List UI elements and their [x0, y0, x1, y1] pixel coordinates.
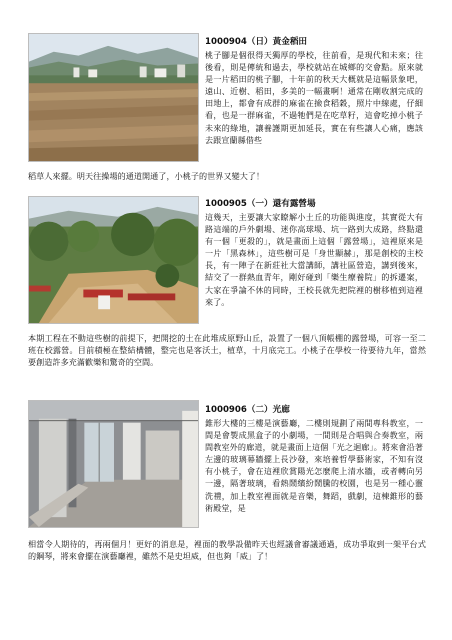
section-full-text: 稻草人來擺。明天往操場的通道開通了，小桃子的世界又變大了！: [28, 171, 265, 181]
section-title: 1000906（二）光廊: [205, 405, 290, 415]
rice-field-photo: [28, 33, 199, 162]
section-full-text: 相當令人期待的，再兩個月！更好的消息是，裡面的教學設備昨天也經議會審議通過，成功爭取到一架平台式的鋼琴，將來會擺在演藝廳裡，雖然不是史坦威，但也夠「威」了！: [28, 539, 426, 562]
section-title: 1000904（日）黃金稻田: [205, 37, 308, 47]
section-full-text: 本期工程在不動這些樹的前提下，把開挖的土在此堆成原野山丘，設置了一個八頂帳棚的露營場，可容一至二班在校露營。目前積極在整結構體，整完也是客沃土，植草，十月底完工。小桃子在學校一待要待九年，當然要創造許多充滿歡樂和驚奇的空間。: [28, 333, 426, 368]
section-title: 1000905（一）還有露營場: [205, 199, 316, 209]
section-side-text: 桃子腳是個很得天獨厚的學校，往前看，是現代和未來；往後看，則是傳統和過去，學校就站在城鄉的交會點。原來就是一片稻田的桃子腳，十年前的秋天大概就是這幅景象吧，遠山、近樹、稻田，多美的一幅畫啊！通常在剛收割完成的田地上，都會有成群的麻雀在撿食稻穀，照片中線處，仔細看，也是一群麻雀，不過牠們是在吃草籽，這會吃掉小桃子未來的綠地，讓養護期更加延長，實在有些讓人心痛，應該去跟宣蘭縣借些: [205, 50, 423, 145]
light-corridor-photo: [28, 400, 199, 528]
camp-site-photo: [28, 196, 199, 324]
section-side-text: 錐形大樓的三樓是演藝廳，二樓則規劃了兩間專科教室，一間是會製成黑盒子的小劇場，一間則是合唱與合奏教室，兩間教室外的廊道，就是畫面上這個「光之迴廊」。將來會沿著左邊的玻璃幕牆擺上長沙發，來培養哲學藝術家，不知有沒有小桃子，會在這裡欣賞陽光怎麼爬上清水牆，或者轉向另一邊，隔著玻璃，看熱鬧繽紛鬧騰的校園，也是另一種心靈洗禮，加上教室裡面就是音樂，舞蹈，戲劇，這棟錐形的藝術殿堂，是: [205, 418, 423, 513]
section-side-text: 這幾天，主要讓大家瞭解小土丘的功能與進度，其實從大有路這端的戶外劇場、迷你高球場、坑一路到大成路，終點還有一個「更殺的」，就是畫面上這個「露營場」，這裡原來是一片「黑森林」，這些樹可是「身世顯赫」，那是創校的主校長，有一陣子在新莊社大當講師，講社區營造，講到後來，結交了一群熱血青年，剛好碰到「樂生療養院」的拆遷案，大家在爭論不休的同時，王校長就先把院裡的樹移植到這裡來了。: [205, 212, 423, 307]
